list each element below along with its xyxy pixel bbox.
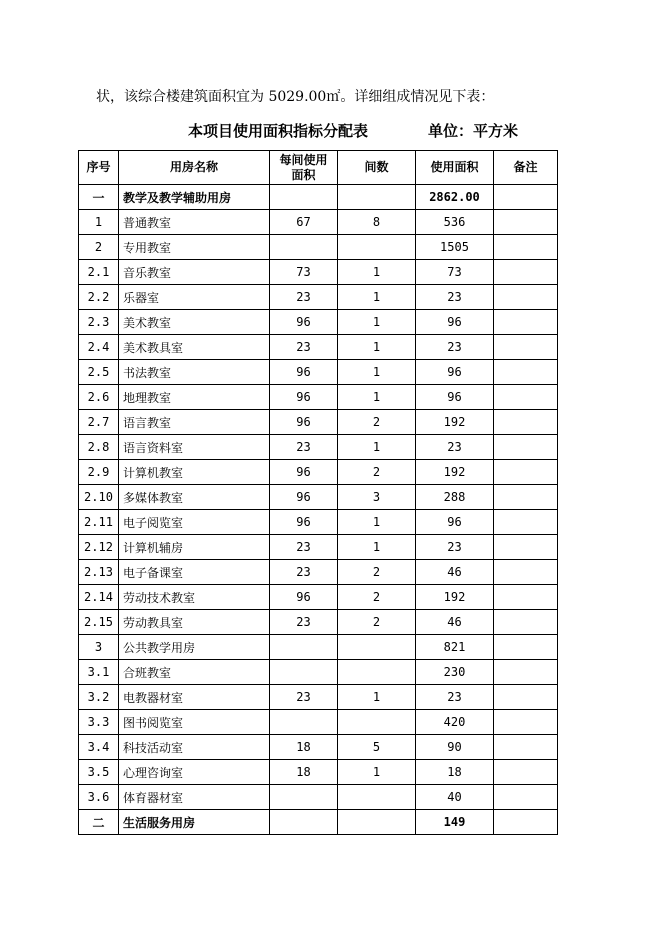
- cell-area-per-room: [270, 235, 338, 260]
- cell-name: 多媒体教室: [119, 485, 270, 510]
- cell-count: 2: [338, 610, 416, 635]
- cell-total: 23: [416, 435, 494, 460]
- cell-note: [494, 810, 558, 835]
- cell-name: 乐器室: [119, 285, 270, 310]
- cell-total: 40: [416, 785, 494, 810]
- cell-total: 192: [416, 460, 494, 485]
- cell-count: [338, 785, 416, 810]
- table-row: [79, 510, 558, 535]
- cell-count: 3: [338, 485, 416, 510]
- cell-seq: 3.5: [79, 760, 119, 785]
- cell-note: [494, 385, 558, 410]
- cell-name: 美术教具室: [119, 335, 270, 360]
- cell-note: [494, 660, 558, 685]
- cell-count: 1: [338, 435, 416, 460]
- table-row: [79, 760, 558, 785]
- cell-area-per-room: 96: [270, 585, 338, 610]
- table-row: [79, 410, 558, 435]
- cell-note: [494, 235, 558, 260]
- cell-area-per-room: 23: [270, 685, 338, 710]
- cell-total: 96: [416, 360, 494, 385]
- cell-seq: 2.7: [79, 410, 119, 435]
- header-count: 间数: [338, 151, 416, 185]
- cell-total: 23: [416, 285, 494, 310]
- cell-note: [494, 710, 558, 735]
- cell-count: 5: [338, 735, 416, 760]
- table-section-row: [79, 185, 558, 210]
- cell-area-per-room: [270, 710, 338, 735]
- cell-note: [494, 635, 558, 660]
- cell-name: 书法教室: [119, 360, 270, 385]
- area-allocation-table: [78, 150, 558, 835]
- cell-name: 计算机辅房: [119, 535, 270, 560]
- cell-seq: 2.6: [79, 385, 119, 410]
- cell-seq: 2.5: [79, 360, 119, 385]
- cell-count: 1: [338, 260, 416, 285]
- cell-note: [494, 260, 558, 285]
- cell-area-per-room: 96: [270, 410, 338, 435]
- cell-name: 图书阅览室: [119, 710, 270, 735]
- cell-seq: 3.3: [79, 710, 119, 735]
- cell-total: 2862.00: [416, 185, 494, 210]
- table-row: [79, 485, 558, 510]
- cell-seq: 3: [79, 635, 119, 660]
- table-row: [79, 610, 558, 635]
- table-row: [79, 535, 558, 560]
- table-row: [79, 785, 558, 810]
- cell-seq: 2.11: [79, 510, 119, 535]
- cell-name: 音乐教室: [119, 260, 270, 285]
- cell-name: 电子阅览室: [119, 510, 270, 535]
- cell-total: 536: [416, 210, 494, 235]
- cell-area-per-room: 18: [270, 760, 338, 785]
- table-row: [79, 660, 558, 685]
- header-area-per-room: [270, 151, 338, 185]
- cell-name: 电子备课室: [119, 560, 270, 585]
- table-row: [79, 460, 558, 485]
- table-section-row: [79, 810, 558, 835]
- cell-seq: 2.8: [79, 435, 119, 460]
- cell-total: 192: [416, 585, 494, 610]
- cell-name: 劳动教具室: [119, 610, 270, 635]
- cell-seq: 2.1: [79, 260, 119, 285]
- cell-note: [494, 535, 558, 560]
- cell-note: [494, 360, 558, 385]
- cell-count: 1: [338, 360, 416, 385]
- cell-note: [494, 435, 558, 460]
- cell-name: 心理咨询室: [119, 760, 270, 785]
- cell-area-per-room: 96: [270, 310, 338, 335]
- cell-area-per-room: 96: [270, 385, 338, 410]
- cell-name: 语言资料室: [119, 435, 270, 460]
- cell-area-per-room: [270, 810, 338, 835]
- cell-seq: 2.9: [79, 460, 119, 485]
- cell-total: 90: [416, 735, 494, 760]
- intro-paragraph: 状，该综合楼建筑面积宜为 5029.00㎡。详细组成情况见下表：: [96, 89, 495, 105]
- cell-seq: 3.1: [79, 660, 119, 685]
- table-row: [79, 585, 558, 610]
- header-name: 用房名称: [119, 151, 270, 185]
- cell-area-per-room: 96: [270, 460, 338, 485]
- cell-name: 科技活动室: [119, 735, 270, 760]
- cell-area-per-room: [270, 635, 338, 660]
- table-row: [79, 685, 558, 710]
- cell-total: 18: [416, 760, 494, 785]
- header-total: 使用面积: [416, 151, 494, 185]
- header-area-per-room-label: 每间使用面积: [279, 152, 328, 182]
- table-header-row: [79, 151, 558, 185]
- cell-note: [494, 560, 558, 585]
- cell-seq: 3.4: [79, 735, 119, 760]
- cell-count: 2: [338, 460, 416, 485]
- cell-name: 地理教室: [119, 385, 270, 410]
- cell-name: 普通教室: [119, 210, 270, 235]
- cell-name: 美术教室: [119, 310, 270, 335]
- cell-count: [338, 710, 416, 735]
- header-note: 备注: [494, 151, 558, 185]
- cell-area-per-room: 96: [270, 510, 338, 535]
- cell-total: 420: [416, 710, 494, 735]
- table-title: 本项目使用面积指标分配表: [188, 122, 369, 140]
- cell-total: 46: [416, 560, 494, 585]
- cell-note: [494, 585, 558, 610]
- cell-area-per-room: 67: [270, 210, 338, 235]
- cell-count: [338, 635, 416, 660]
- table-row: [79, 310, 558, 335]
- cell-count: 1: [338, 685, 416, 710]
- cell-seq: 一: [79, 185, 119, 210]
- cell-note: [494, 335, 558, 360]
- cell-area-per-room: 23: [270, 285, 338, 310]
- cell-seq: 2.10: [79, 485, 119, 510]
- cell-seq: 2.14: [79, 585, 119, 610]
- cell-name: 教学及教学辅助用房: [119, 185, 270, 210]
- cell-area-per-room: [270, 185, 338, 210]
- cell-name: 公共教学用房: [119, 635, 270, 660]
- table-row: [79, 235, 558, 260]
- cell-count: 1: [338, 285, 416, 310]
- cell-note: [494, 610, 558, 635]
- cell-total: 821: [416, 635, 494, 660]
- table-row: [79, 435, 558, 460]
- cell-count: 1: [338, 335, 416, 360]
- table-row: [79, 635, 558, 660]
- cell-note: [494, 285, 558, 310]
- cell-area-per-room: 96: [270, 360, 338, 385]
- cell-name: 劳动技术教室: [119, 585, 270, 610]
- cell-total: 23: [416, 535, 494, 560]
- cell-note: [494, 760, 558, 785]
- cell-note: [494, 185, 558, 210]
- table-row: [79, 210, 558, 235]
- cell-name: 体育器材室: [119, 785, 270, 810]
- cell-count: 1: [338, 510, 416, 535]
- cell-note: [494, 410, 558, 435]
- cell-total: 96: [416, 310, 494, 335]
- cell-seq: 3.6: [79, 785, 119, 810]
- table-row: [79, 260, 558, 285]
- table-row: [79, 560, 558, 585]
- cell-area-per-room: 23: [270, 535, 338, 560]
- table-unit: 单位：平方米: [428, 122, 519, 140]
- cell-area-per-room: 23: [270, 560, 338, 585]
- cell-name: 语言教室: [119, 410, 270, 435]
- table-row: [79, 360, 558, 385]
- cell-count: 2: [338, 585, 416, 610]
- cell-count: 1: [338, 535, 416, 560]
- header-seq: 序号: [79, 151, 119, 185]
- cell-note: [494, 510, 558, 535]
- cell-count: 1: [338, 760, 416, 785]
- cell-area-per-room: 96: [270, 485, 338, 510]
- cell-seq: 2.2: [79, 285, 119, 310]
- cell-total: 73: [416, 260, 494, 285]
- cell-seq: 2.3: [79, 310, 119, 335]
- cell-note: [494, 685, 558, 710]
- cell-seq: 2.15: [79, 610, 119, 635]
- cell-count: 1: [338, 310, 416, 335]
- cell-total: 46: [416, 610, 494, 635]
- cell-name: 合班教室: [119, 660, 270, 685]
- cell-note: [494, 485, 558, 510]
- table-row: [79, 285, 558, 310]
- cell-total: 1505: [416, 235, 494, 260]
- cell-note: [494, 210, 558, 235]
- cell-count: 1: [338, 385, 416, 410]
- cell-count: [338, 660, 416, 685]
- cell-name: 电教器材室: [119, 685, 270, 710]
- cell-total: 96: [416, 510, 494, 535]
- cell-total: 96: [416, 385, 494, 410]
- table-row: [79, 335, 558, 360]
- cell-seq: 3.2: [79, 685, 119, 710]
- cell-note: [494, 310, 558, 335]
- cell-area-per-room: [270, 660, 338, 685]
- cell-note: [494, 735, 558, 760]
- cell-count: 2: [338, 560, 416, 585]
- table-row: [79, 385, 558, 410]
- table-body: [79, 185, 558, 835]
- cell-note: [494, 460, 558, 485]
- cell-total: 192: [416, 410, 494, 435]
- cell-total: 230: [416, 660, 494, 685]
- cell-count: [338, 810, 416, 835]
- cell-area-per-room: 73: [270, 260, 338, 285]
- cell-count: [338, 235, 416, 260]
- cell-name: 生活服务用房: [119, 810, 270, 835]
- cell-name: 专用教室: [119, 235, 270, 260]
- cell-name: 计算机教室: [119, 460, 270, 485]
- cell-total: 23: [416, 685, 494, 710]
- cell-total: 23: [416, 335, 494, 360]
- cell-count: [338, 185, 416, 210]
- cell-seq: 2.12: [79, 535, 119, 560]
- cell-area-per-room: 23: [270, 335, 338, 360]
- cell-area-per-room: [270, 785, 338, 810]
- cell-total: 288: [416, 485, 494, 510]
- cell-seq: 二: [79, 810, 119, 835]
- table-row: [79, 710, 558, 735]
- cell-seq: 1: [79, 210, 119, 235]
- cell-area-per-room: 23: [270, 610, 338, 635]
- cell-total: 149: [416, 810, 494, 835]
- cell-area-per-room: 23: [270, 435, 338, 460]
- cell-area-per-room: 18: [270, 735, 338, 760]
- table-row: [79, 735, 558, 760]
- cell-seq: 2.4: [79, 335, 119, 360]
- cell-seq: 2.13: [79, 560, 119, 585]
- cell-count: 8: [338, 210, 416, 235]
- cell-count: 2: [338, 410, 416, 435]
- cell-note: [494, 785, 558, 810]
- cell-seq: 2: [79, 235, 119, 260]
